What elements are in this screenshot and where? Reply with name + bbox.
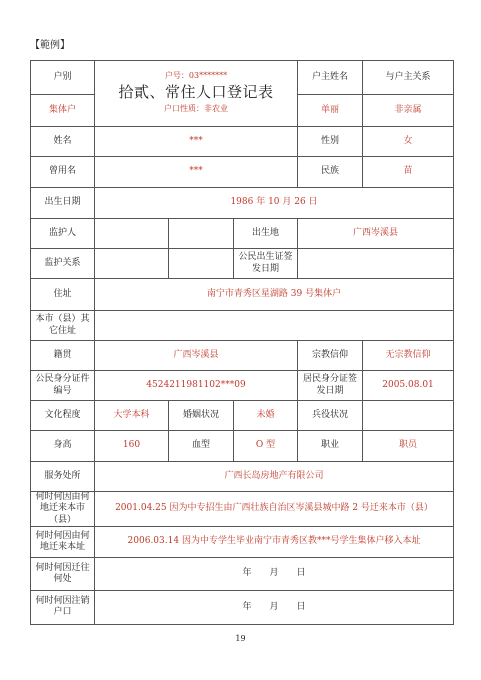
moved-in-address-value: 2006.03.14 因为中专学生毕业南宁市青秀区教***号学生集体户移入本址 (95, 526, 454, 557)
household-type-value: 集体户 (31, 95, 95, 127)
birth-cert-date-label: 公民出生证签发日期 (234, 249, 298, 279)
occupation-label: 职业 (298, 431, 363, 462)
cancelled-date: 年 月 日 (95, 590, 454, 624)
id-issue-date-label: 居民身分证签发日期 (298, 371, 363, 401)
blood-type-value: O 型 (234, 431, 298, 462)
address-value: 南宁市青秀区星湖路 39 号集体户 (95, 279, 454, 311)
marital-status-value: 未婚 (234, 401, 298, 431)
guardian-value-2 (169, 219, 234, 249)
native-place-value: 广西岑溪县 (95, 341, 298, 371)
id-issue-date-value: 2005.08.01 (363, 371, 454, 401)
guardian-value-1 (95, 219, 169, 249)
marital-status-label: 婚姻状况 (169, 401, 234, 431)
page-number: 19 (235, 634, 246, 643)
education-value: 大学本科 (95, 401, 169, 431)
height-value: 160 (95, 431, 169, 462)
household-type-label: 户别 (31, 61, 95, 95)
birth-date-label: 出生日期 (31, 188, 95, 219)
former-name-label: 曾用名 (31, 157, 95, 188)
id-number-value: 452421198110​2***09 (95, 371, 298, 401)
moved-out-label: 何时何因迁往何处 (31, 557, 95, 590)
example-label: 【範例】 (30, 40, 70, 51)
moved-in-county-label: 何时何因由何地迁来本市（县） (31, 492, 95, 527)
household-registration-form (30, 60, 454, 625)
former-name-value: *** (95, 157, 298, 188)
ethnicity-value: 苗 (363, 157, 454, 188)
guardian-label: 监护人 (31, 219, 95, 249)
ethnicity-label: 民族 (298, 157, 363, 188)
relation-value: 非亲属 (363, 95, 454, 127)
cancelled-label: 何时何因注销户口 (31, 590, 95, 624)
other-address-value (95, 311, 454, 341)
household-number: 户号：03******* (164, 71, 228, 81)
guardian-relation-value-2 (169, 249, 234, 279)
native-place-label: 籍贯 (31, 341, 95, 371)
name-value: *** (95, 127, 298, 157)
form-title: 拾貳、常住人口登记表 (118, 83, 274, 102)
occupation-value: 职员 (363, 431, 454, 462)
relation-label: 与户主关系 (363, 61, 454, 95)
religion-label: 宗教信仰 (298, 341, 363, 371)
id-number-label: 公民身分证件编号 (31, 371, 95, 401)
birth-date-value: 1986 年 10 月 26 日 (95, 188, 454, 219)
guardian-relation-label: 监护关系 (31, 249, 95, 279)
workplace-label: 服务处所 (31, 462, 95, 492)
blood-type-label: 血型 (169, 431, 234, 462)
military-status-label: 兵役状况 (298, 401, 363, 431)
moved-in-address-label: 何时何因由何地迁来本址 (31, 526, 95, 557)
moved-out-date: 年 月 日 (95, 557, 454, 590)
name-label: 姓名 (31, 127, 95, 157)
guardian-relation-value-1 (95, 249, 169, 279)
birth-cert-date-value (298, 249, 454, 279)
form-title-block (95, 61, 298, 127)
height-label: 身高 (31, 431, 95, 462)
birthplace-value: 广西岑溪县 (298, 219, 454, 249)
head-name-value: 单丽 (298, 95, 363, 127)
religion-value: 无宗教信仰 (363, 341, 454, 371)
military-status-value (363, 401, 454, 431)
head-name-label: 户主姓名 (298, 61, 363, 95)
sex-label: 性别 (298, 127, 363, 157)
education-label: 文化程度 (31, 401, 95, 431)
workplace-value: 广西长岛房地产有限公司 (95, 462, 454, 492)
moved-in-county-value: 2001.04.25 因为中专招生由广西壮族自治区岑溪县城中路 2 号迁来本市（县） (95, 492, 454, 527)
birthplace-label: 出生地 (234, 219, 298, 249)
address-label: 住址 (31, 279, 95, 311)
household-nature: 户口性质：非农业 (164, 103, 228, 113)
sex-value: 女 (363, 127, 454, 157)
other-address-label: 本市（县）其它住址 (31, 311, 95, 341)
